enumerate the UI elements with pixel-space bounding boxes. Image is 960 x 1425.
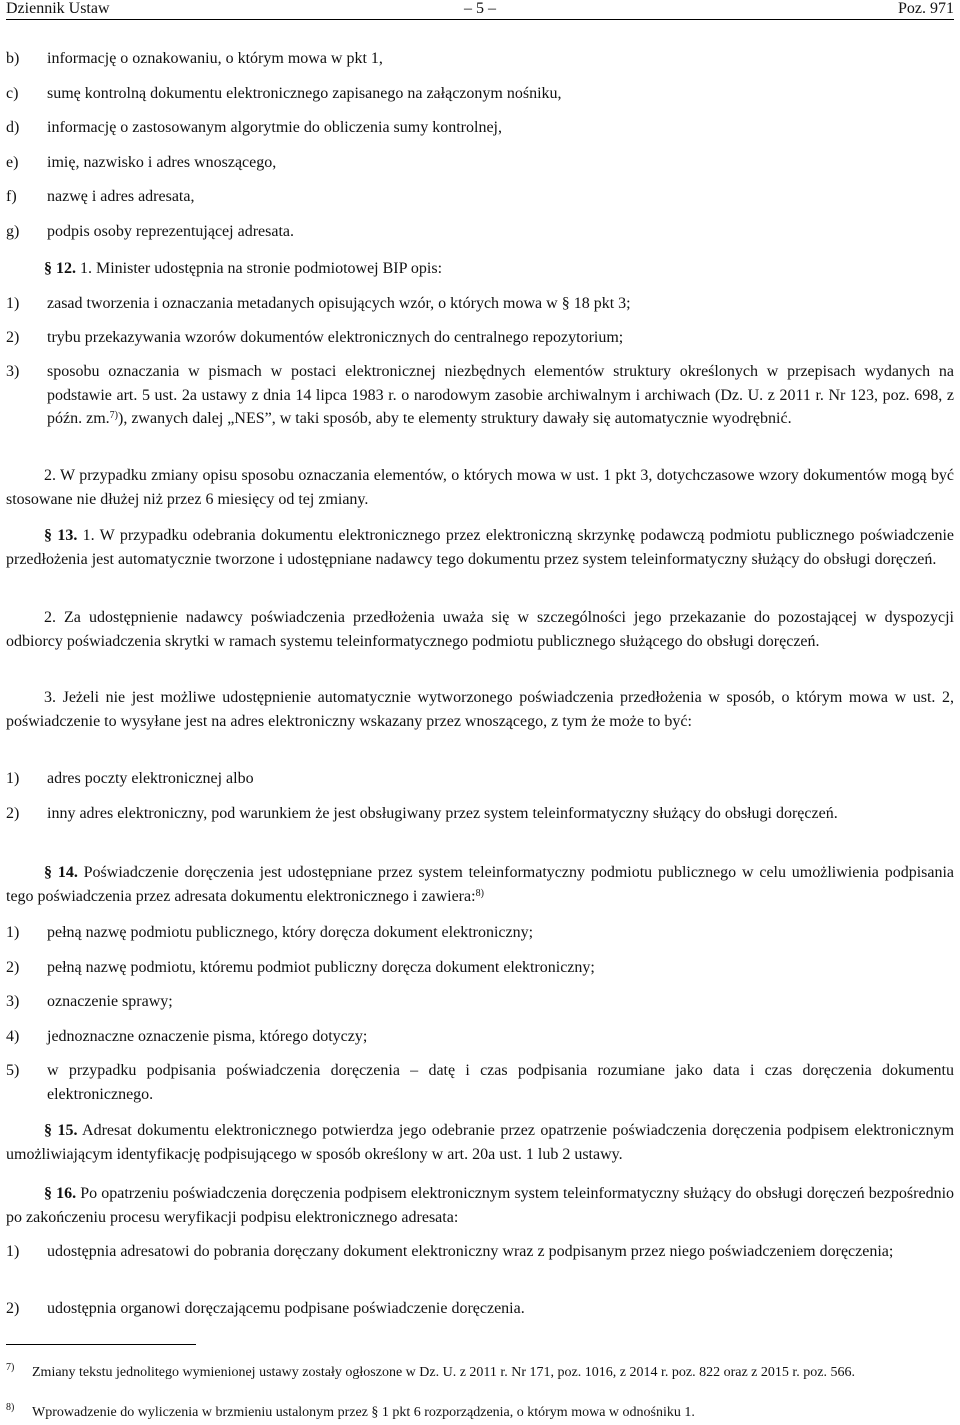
section-16-paragraph-1: § 16. Po opatrzeniu poświadczenia doręczenia podpisem elektronicznym system teleinformatyczny służący do obsługi doręczeń bezpośrednio po zakończeniu procesu weryfikacji podpisu elektronicznego adresata:: [6, 1185, 955, 1226]
page-number: – 5 –: [464, 0, 496, 17]
section-13-paragraph-2: 2. Za udostępnienie nadawcy poświadczenia przedłożenia uważa się w szczególności jego przekazanie do pozostającej w dyspozycji odbiorcy poświadczenia skrytki w ramach systemu teleinformatycznego podmiotu publicznego służącego do obsługi doręczeń.: [6, 609, 954, 650]
list-item: c) sumę kontrolną dokumentu elektronicznego zapisanego na załączonym nośniku,: [6, 85, 562, 102]
section-15-paragraph-1: § 15. Adresat dokumentu elektronicznego potwierdza jego odebranie przez opatrzenie poświadczenia doręczenia podpisem elektronicznym umożliwiającym identyfikację podpisującego w sposób określony w art. 20a ust. 1 lub 2 ustawy.: [6, 1122, 955, 1163]
list-item: f) nazwę i adres adresata,: [6, 188, 195, 205]
list-item: b) informację o oznakowaniu, o którym mowa w pkt 1,: [6, 50, 383, 67]
footnote-7: 7) Zmiany tekstu jednolitego wymienionej ustawy zostały ogłoszone w Dz. U. z 2011 r. Nr 171, poz. 1016, z 2014 r. poz. 822 oraz z 2015 r. poz. 566.: [6, 1362, 855, 1380]
section-13-paragraph-1: § 13. 1. W przypadku odebrania dokumentu elektronicznego przez elektroniczną skrzynkę podawczą podmiotu publicznego poświadczenie przedłożenia jest automatycznie tworzone i udostępniane nadawcy tego dokumentu przez system teleinformatyczny służący do obsługi doręczeń.: [6, 527, 955, 568]
page-header: [6, 0, 954, 20]
list-item: g) podpis osoby reprezentującej adresata.: [6, 223, 295, 240]
list-item: 5) w przypadku podpisania poświadczenia doręczenia – datę i czas podpisania rozumiane jako data i czas doręczenia dokumentu elektronicznego.: [6, 1062, 954, 1103]
list-item: 4) jednoznaczne oznaczenie pisma, którego dotyczy;: [6, 1028, 368, 1045]
footnote-ref-7[interactable]: 7): [109, 410, 118, 421]
list-item: 1) pełną nazwę podmiotu publicznego, który doręcza dokument elektroniczny;: [6, 924, 534, 941]
list-item: e) imię, nazwisko i adres wnoszącego,: [6, 154, 277, 171]
journal-title: Dziennik Ustaw: [6, 0, 110, 17]
list-item: 2) pełną nazwę podmiotu, któremu podmiot publiczny doręcza dokument elektroniczny;: [6, 959, 595, 976]
section-12-paragraph-1: § 12. 1. Minister udostępnia na stronie podmiotowej BIP opis:: [44, 260, 443, 277]
list-item: 1) adres poczty elektronicznej albo: [6, 770, 254, 787]
section-13-paragraph-3: 3. Jeżeli nie jest możliwe udostępnienie automatycznie wytworzonego poświadczenia przedłożenia w sposób, o którym mowa w ust. 2, poświadczenie to wysyłane jest na adres elektroniczny wskazany przez wnoszącego, z tym że może to być:: [6, 689, 954, 730]
list-item: d) informację o zastosowanym algorytmie do obliczenia sumy kontrolnej,: [6, 119, 502, 136]
section-number: § 16.: [44, 1185, 77, 1202]
list-item: 3) sposobu oznaczania w pismach w postaci elektronicznej niezbędnych elementów struktury określonych w przepisach wydanych na podstawie art. 5 ust. 2a ustawy z dnia 14 lipca 1983 r. o narodowym zasobie archiwalnym i archiwach (Dz. U. z 2011 r. Nr 123, poz. 698, z późn. zm.$^{7)}$), zwanych dalej „NES”, w taki sposób, aby te elementy struktury dawały się automatycznie wyodrębnić.: [6, 363, 954, 427]
list-item: 2) udostępnia organowi doręczającemu podpisane poświadczenie doręczenia.: [6, 1300, 525, 1317]
list-item: 1) zasad tworzenia i oznaczania metadanych opisujących wzór, o których mowa w § 18 pkt 3;: [6, 295, 631, 312]
footnote-divider: [6, 1344, 196, 1345]
list-item: 3) oznaczenie sprawy;: [6, 993, 173, 1010]
section-number: § 13.: [44, 527, 78, 544]
section-number: § 14.: [44, 864, 78, 881]
section-number: § 15.: [44, 1122, 78, 1139]
list-item: 2) trybu przekazywania wzorów dokumentów elektronicznych do centralnego repozytorium;: [6, 329, 624, 346]
list-item: 1) udostępnia adresatowi do pobrania doręczany dokument elektroniczny wraz z podpisanym przez niego poświadczeniem doręczenia;: [6, 1243, 894, 1260]
section-12-paragraph-2: 2. W przypadku zmiany opisu sposobu oznaczania elementów, o których mowa w ust. 1 pkt 3, dotychczasowe wzory dokumentów mogą być stosowane nie dłużej niż przez 6 miesięcy od tej zmiany.: [6, 467, 954, 508]
position-number: Poz. 971: [898, 0, 954, 17]
footnote-ref-8[interactable]: 8): [475, 887, 484, 899]
section-number: § 12.: [44, 260, 76, 277]
footnote-8: 8) Wprowadzenie do wyliczenia w brzmieniu ustalonym przez § 1 pkt 6 rozporządzenia, o którym mowa w odnośniku 1.: [6, 1402, 695, 1420]
section-14-paragraph-1: § 14. Poświadczenie doręczenia jest udostępniane przez system teleinformatyczny podmiotu publicznego w celu umożliwienia podpisania tego poświadczenia przez adresata dokumentu elektronicznego i zawiera:$^{8)}$: [6, 864, 955, 905]
list-item: 2) inny adres elektroniczny, pod warunkiem że jest obsługiwany przez system teleinformatyczny służący do obsługi doręczeń.: [6, 805, 838, 822]
